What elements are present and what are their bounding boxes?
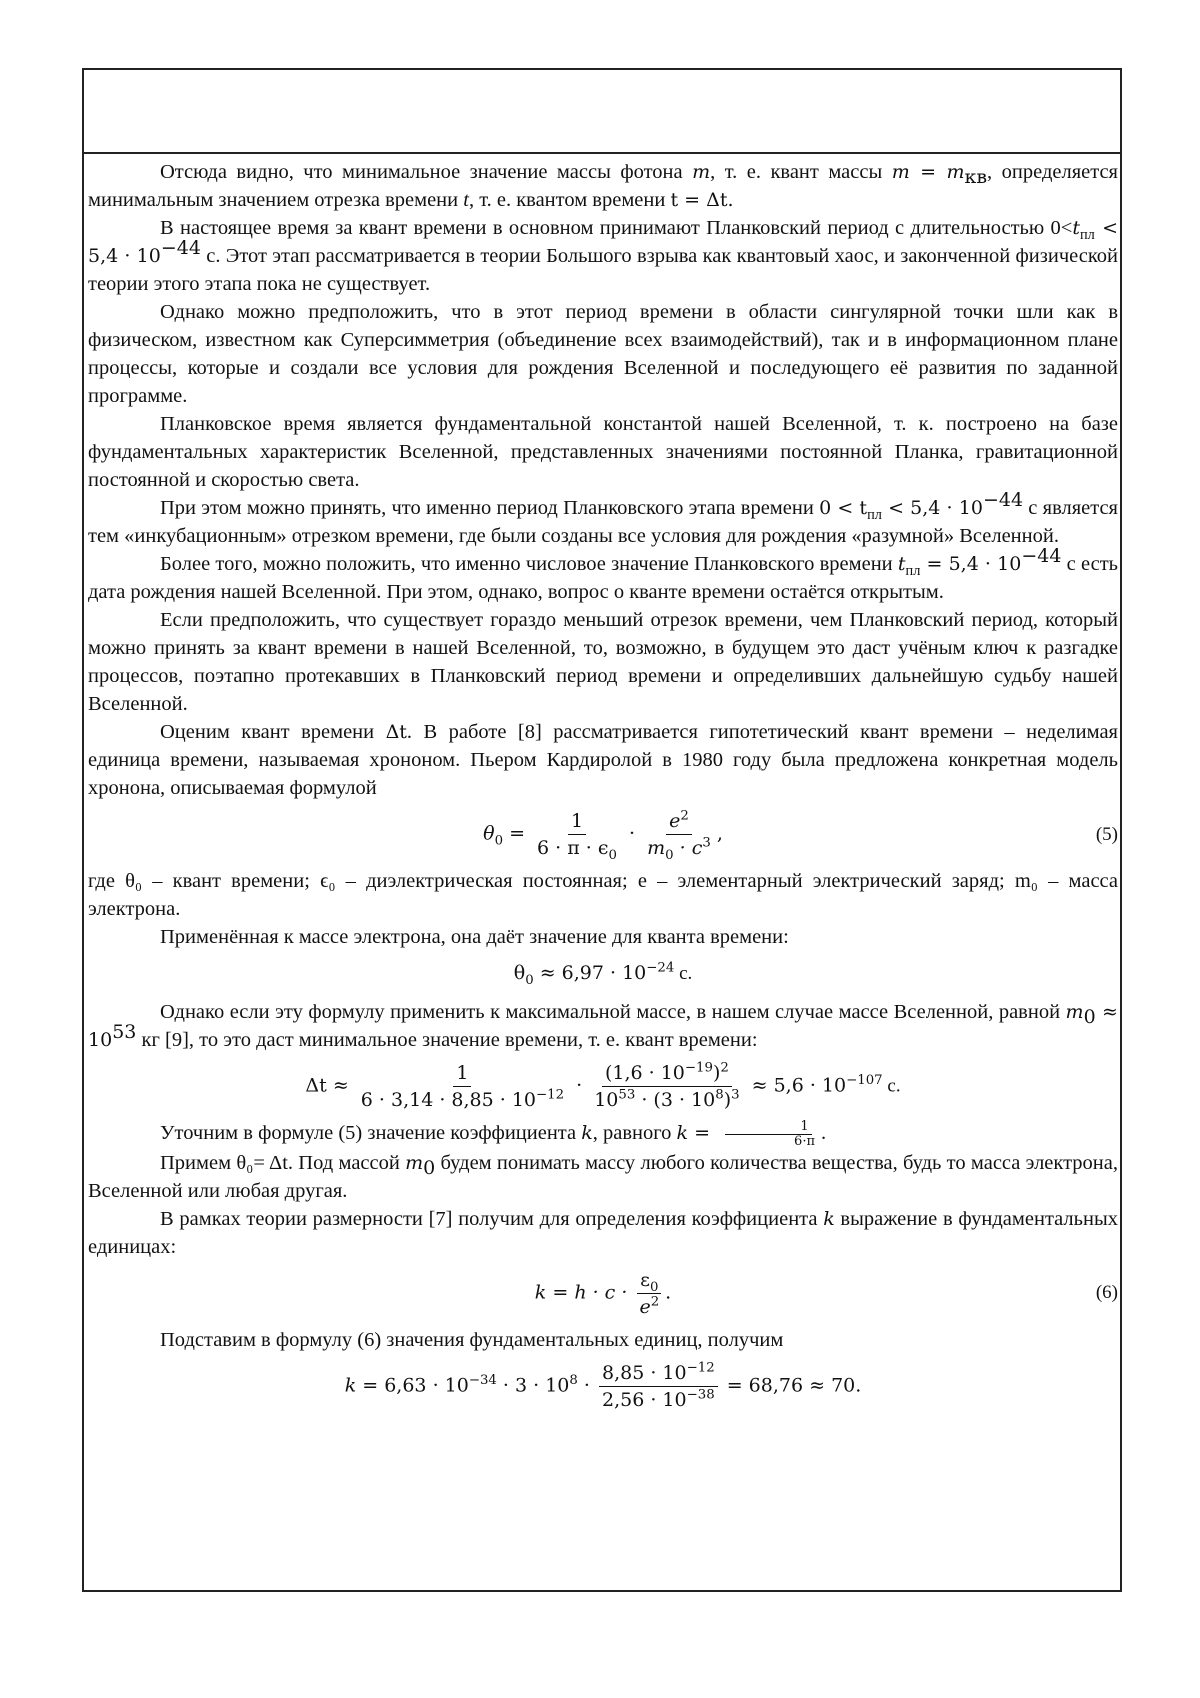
paragraph-6: Более того, можно положить, что именно числовое значение Планковского времени $t_{пл} = 5,4 \cdot 10^{-44}$ с есть дата рождения нашей Вселенной. При этом, однако, вопрос о кванте времени остаётся открытым. (88, 545, 1119, 603)
formula-5: $\theta_0$ = $\frac{1}{6 \cdot \pi \cdot \epsilon_0}$ · $\frac{e^2}{m_0 \cdot c^3}$ , (5) (483, 808, 1118, 863)
paragraph-7: Если предположить, что существует гораздо меньший отрезок времени, чем Планковский период, который можно принять за квант времени в нашей Вселенной, то, возможно, в будущем это даст учёным ключ к разгадке процессов, поэтапно протекавших в Планковский период времени и определивших дальнейшую судьбу нашей Вселенной. (88, 609, 1118, 715)
paragraph-2: В настоящее время за квант времени в основном принимают Планковский период с длительностью $0<t_{пл} < 5,4 \cdot 10^{-44}$ с. Этот этап рассматривается в теории Большого взрыва как квантовый хаос, и законченной физической теории этого этапа пока не существует. (88, 217, 1118, 295)
paragraph-5: При этом можно принять, что именно период Планковского этапа времени $0 < t_{пл} < 5,4 \cdot 10^{-44}$ с является тем «инкубационным» отрезком времени, где были созданы все условия для рождения «разумной» Вселенной. (88, 489, 1118, 547)
paragraph-11: Однако если эту формулу применить к максимальной массе, в нашем случае массе Вселенной, равной $m_0 \approx 10^{53}$ кг [9], то это даст минимальное значение времени, т. е. квант времени: (88, 1001, 1118, 1051)
paragraph-8: Оценим квант времени Δt. В работе [8] рассматривается гипотетический квант времени – неделимая единица времени, называемая хрононом. Пьером Кардиролой в 1980 году была предложена конкретная модель хронона, описываемая формулой (88, 721, 1118, 799)
formula-6: k = h · c · $\frac{\varepsilon_0}{e^2}$ . (6) (534, 1268, 1118, 1318)
formula-number-5: (5) (1095, 823, 1118, 845)
paragraph-12: Уточним в формуле (5) значение коэффициента k, равного k = $\frac{1}{6\cdot\pi}$ . (160, 1118, 827, 1149)
formula-number-6: (6) (1095, 1282, 1118, 1304)
page-frame (82, 68, 1122, 1592)
paragraph-14: В рамках теории размерности [7] получим для определения коэффициента k выражение в фундаментальных единицах: (88, 1207, 1118, 1258)
paragraph-9: где θ₀ – квант времени; ϵ₀ – диэлектрическая постоянная; e – элементарный электрический заряд; m₀ – масса электрона. (88, 870, 1118, 920)
header-box (84, 70, 1120, 154)
paragraph-10: Применённая к массе электрона, она даёт значение для кванта времени: (160, 926, 789, 948)
paragraph-4: Планковское время является фундаментальной константой нашей Вселенной, т. к. построено на базе фундаментальных характеристик Вселенной, представленных значениями постоянной Планка, гравитационной постоянной и скоростью света. (88, 413, 1118, 491)
paragraph-13: Примем θ₀= Δt. Под массой $m_0$ будем понимать массу любого количества вещества, будь то масса электрона, Вселенной или любая другая. (88, 1151, 1118, 1202)
formula-delta-t: Δt ≈ $\frac{1}{6 \cdot 3,14 \cdot 8,85 \cdot 10^{-12}}$ · $\frac{(1,6 \cdot 10^{-19})^2}{10^{53} \cdot (3 \cdot 10^8)^3}$ ≈ $5,6 \cdot 10^{-107}$ с. (305, 1060, 901, 1111)
paragraph-3: Однако можно предположить, что в этот период времени в области сингулярной точки шли как в физическом, известном как Суперсимметрия (объединение всех взаимодействий), так и в информационном плане процессы, которые и создали все условия для рождения Вселенной и последующего её развития по заданной программе. (88, 301, 1118, 407)
formula-k: $k = 6,63 \cdot 10^{-34} \cdot 3 \cdot 10^8$ · $\frac{8,85 \cdot 10^{-12}}{2,56 \cdot 10^{-38}}$ = 68,76 ≈ 70. (344, 1360, 862, 1411)
formula-theta: $\theta_0 \approx 6,97 \cdot 10^{-24}$ с. (513, 960, 693, 988)
document-body (88, 158, 1118, 1419)
paragraph-15: Подставим в формулу (6) значения фундаментальных единиц, получим (160, 1328, 784, 1351)
paragraph-1: Отсюда видно, что минимальное значение массы фотона m, т. е. квант массы $m = m_{кв}$, определяется минимальным значением отрезка времени t, т. е. квантом времени t = Δt. (88, 161, 1118, 211)
